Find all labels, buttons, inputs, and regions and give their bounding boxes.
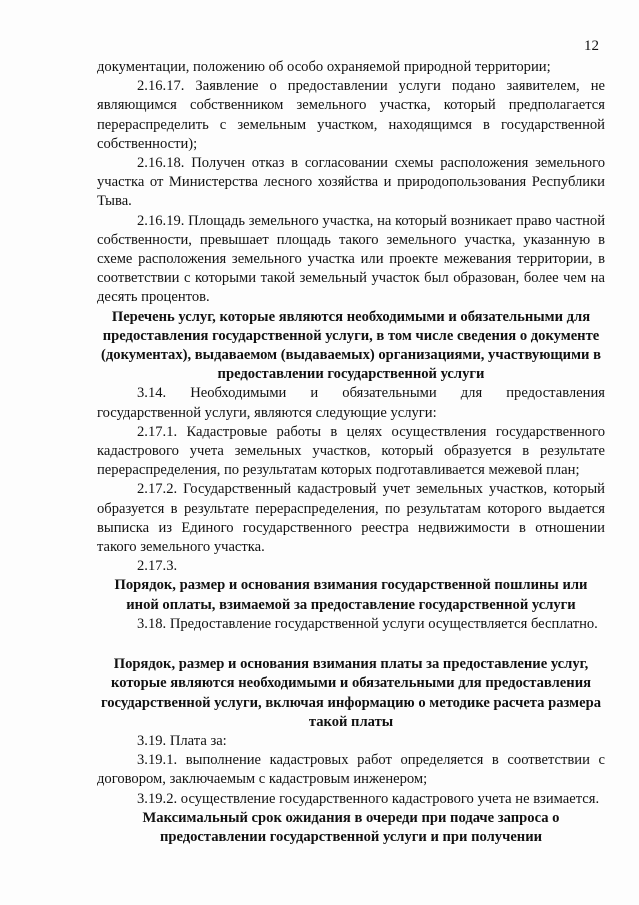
page-number: 12 [584, 38, 599, 54]
paragraph: 3.18. Предоставление государственной услуги осуществляется бесплатно. [137, 615, 598, 632]
paragraph: 2.17.3. [137, 558, 178, 575]
paragraph: 3.19.2. осуществление государственного кадастрового учета не взимается. [137, 790, 600, 807]
paragraph: 3.19. Плата за: [137, 732, 227, 749]
document-body [97, 58, 605, 847]
section-heading: Порядок, размер и основания взимания платы за предоставление услуг, которые являются необходимыми и обязательными для предоставления государственной услуги, включая информацию о методике расчета размера такой платы [100, 656, 602, 730]
paragraph: 2.17.2. Государственный кадастровый учет земельных участков, который образуется в результате перераспределения, по результатам которого выдается выписка из Единого государственного реестра недвижимости в отношении такого земельного участка. [97, 481, 605, 556]
paragraph: 3.14. Необходимыми и обязательными для предоставления государственной услуги, являются следующие услуги: [97, 385, 605, 421]
paragraph: документации, положению об особо охраняемой природной территории; [97, 59, 551, 75]
section-heading: Порядок, размер и основания взимания государственной пошлины или иной оплаты, взимаемой за предоставление государственной услуги [114, 577, 588, 613]
paragraph: 2.16.19. Площадь земельного участка, на который возникает право частной собственности, превышает площадь такого земельного участка, указанную в схеме расположения земельного участка или проекте межевания территории, в соответствии с которыми такой земельный участок был образован, более чем на десять процентов. [97, 212, 605, 306]
section-heading: Перечень услуг, которые являются необходимыми и обязательными для предоставления государственной услуги, в том числе сведения о документе (документах), выдаваемом (выдаваемых) организациями, участвующими в предоставлении государственной услуги [101, 308, 601, 383]
paragraph: 2.16.18. Получен отказ в согласовании схемы расположения земельного участка от Министерства лесного хозяйства и природопользования Республики Тыва. [97, 155, 605, 210]
section-heading: Максимальный срок ожидания в очереди при подаче запроса о предоставлении государственной услуги и при получении [142, 809, 560, 845]
paragraph: 2.17.1. Кадастровые работы в целях осуществления государственного кадастрового учета земельных участков, который образуется в результате перераспределения, по результатам которых подготавливается межевой план; [97, 423, 605, 479]
paragraph: 3.19.1. выполнение кадастровых работ определяется в соответствии с договором, заключаемым с кадастровым инженером; [97, 752, 605, 788]
paragraph-spacer [97, 634, 605, 655]
paragraph: 2.16.17. Заявление о предоставлении услуги подано заявителем, не являющимся собственником земельного участка, который предполагается перераспределить с земельным участком, находящимся в государственной собственности); [97, 78, 605, 152]
